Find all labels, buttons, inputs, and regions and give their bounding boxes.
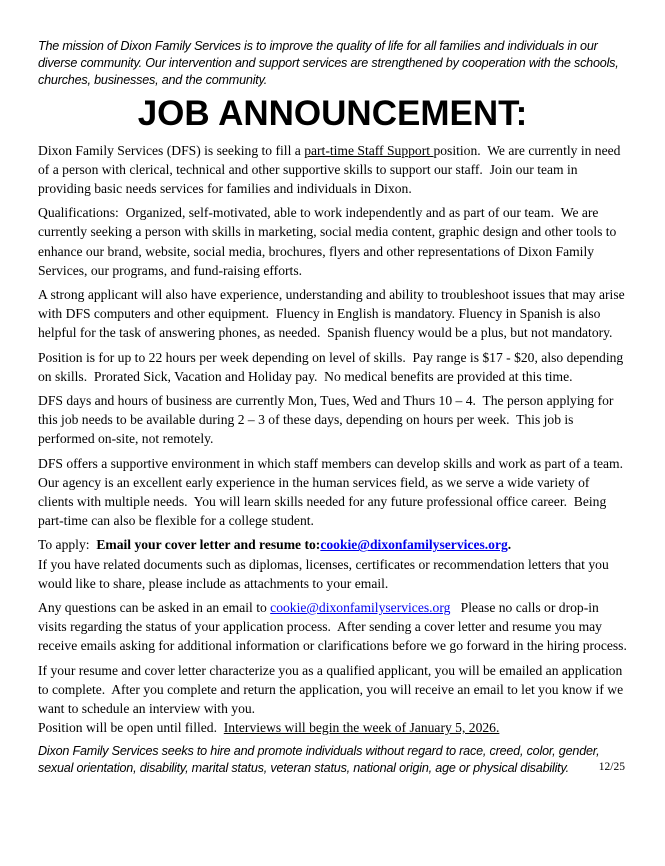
email-link[interactable]: cookie@dixonfamilyservices.org bbox=[320, 537, 508, 553]
text-segment: To apply: bbox=[38, 537, 97, 553]
text-segment: position. We are currently in need of a person with clerical, technical and other supportive skills to support our staff. Join our team in providing basic needs services for families and individuals in Dixon. bbox=[38, 142, 624, 196]
text-segment: If you have related documents such as diplomas, licenses, certificates or recommendation letters that you would like to share, please include as attachments to your email. bbox=[38, 556, 613, 591]
text-segment: part-time Staff Support bbox=[304, 142, 434, 158]
mission-statement: The mission of Dixon Family Services is to improve the quality of life for all families and individuals in our diverse community. Our intervention and support services are strengthened by cooperation with the schools, churches, businesses, and the community. bbox=[38, 39, 619, 87]
text-segment: If your resume and cover letter characterize you as a qualified applicant, you will be emailed an application to complete. After you complete and return the application, you will receive an email to let you know if we want to schedule an interview with you. bbox=[38, 662, 627, 716]
email-link[interactable]: cookie@dixonfamilyservices.org bbox=[270, 599, 451, 615]
paragraph-troubleshooting bbox=[38, 285, 627, 343]
text-segment: Position will be open until filled. bbox=[38, 720, 224, 736]
page-number: 12/25 bbox=[598, 761, 625, 774]
eeo-statement: Dixon Family Services seeks to hire and promote individuals without regard to race, creed, color, gender, sexual orientation, disability, marital status, veteran status, national origin, age or physical disability. bbox=[38, 744, 600, 776]
text-segment: Dixon Family Services (DFS) is seeking to fill a bbox=[38, 142, 305, 158]
paragraph-environment bbox=[38, 454, 630, 531]
text-segment: DFS offers a supportive environment in which staff members can develop skills and work as part of a team. Our agency is an excellent early experience in the human services field, as we serve a wide variety of clients with multiple needs. You will learn skills needed for any future professional office career. Being part-time can also be flexible for a college student. bbox=[38, 455, 630, 529]
text-segment: DFS days and hours of business are currently Mon, Tues, Wed and Thurs 10 – 4. The person applying for this job needs to be available during 2 – 3 of these days, depending on hours per week. This job is performed on-site, not remotely. bbox=[38, 392, 617, 447]
paragraph-qualifications bbox=[38, 203, 627, 280]
paragraph-schedule bbox=[38, 391, 627, 449]
paragraph-process bbox=[38, 661, 627, 738]
paragraph-apply bbox=[38, 535, 627, 593]
text-segment: Position is for up to 22 hours per week depending on level of skills. Pay range is $17 - $20, also depending on skills. Prorated Sick, Vacation and Holiday pay. No medical benefits are provided at this time. bbox=[38, 349, 627, 384]
text-segment: . bbox=[507, 537, 512, 553]
paragraph-intro bbox=[38, 141, 627, 199]
text-segment: Qualifications: Organized, self-motivated, able to work independently and as part of our team. We are currently seeking a person with skills in marketing, social media content, graphic design and other tools to enhance our brand, website, social media, brochures, flyers and other representations of Dixon Family Services, our programs, and fund-raising efforts. bbox=[38, 205, 620, 278]
page-title: JOB ANNOUNCEMENT: bbox=[137, 94, 528, 133]
eeo-statement-container bbox=[38, 743, 627, 777]
text-segment: Email your cover letter and resume to: bbox=[96, 537, 321, 553]
announcement-body bbox=[38, 141, 630, 738]
text-segment: Any questions can be asked in an email to bbox=[38, 599, 271, 615]
paragraph-hours-pay bbox=[38, 348, 627, 386]
paragraph-questions bbox=[38, 598, 627, 656]
text-segment: Interviews will begin the week of January 5, 2026. bbox=[223, 720, 500, 736]
text-segment: A strong applicant will also have experience, understanding and ability to troubleshoot issues that may arise with DFS computers and other equipment. Fluency in English is mandatory. Fluency in Spanish is also helpful for the task of answering phones, as needed. Spanish fluency would be a plus, but not mandatory. bbox=[38, 286, 629, 341]
text-segment: Please no calls or drop-in visits regarding the status of your application process. After sending a cover letter and resume you may receive emails asking for additional information or clarifications before we go forward in the hiring process. bbox=[38, 599, 627, 654]
